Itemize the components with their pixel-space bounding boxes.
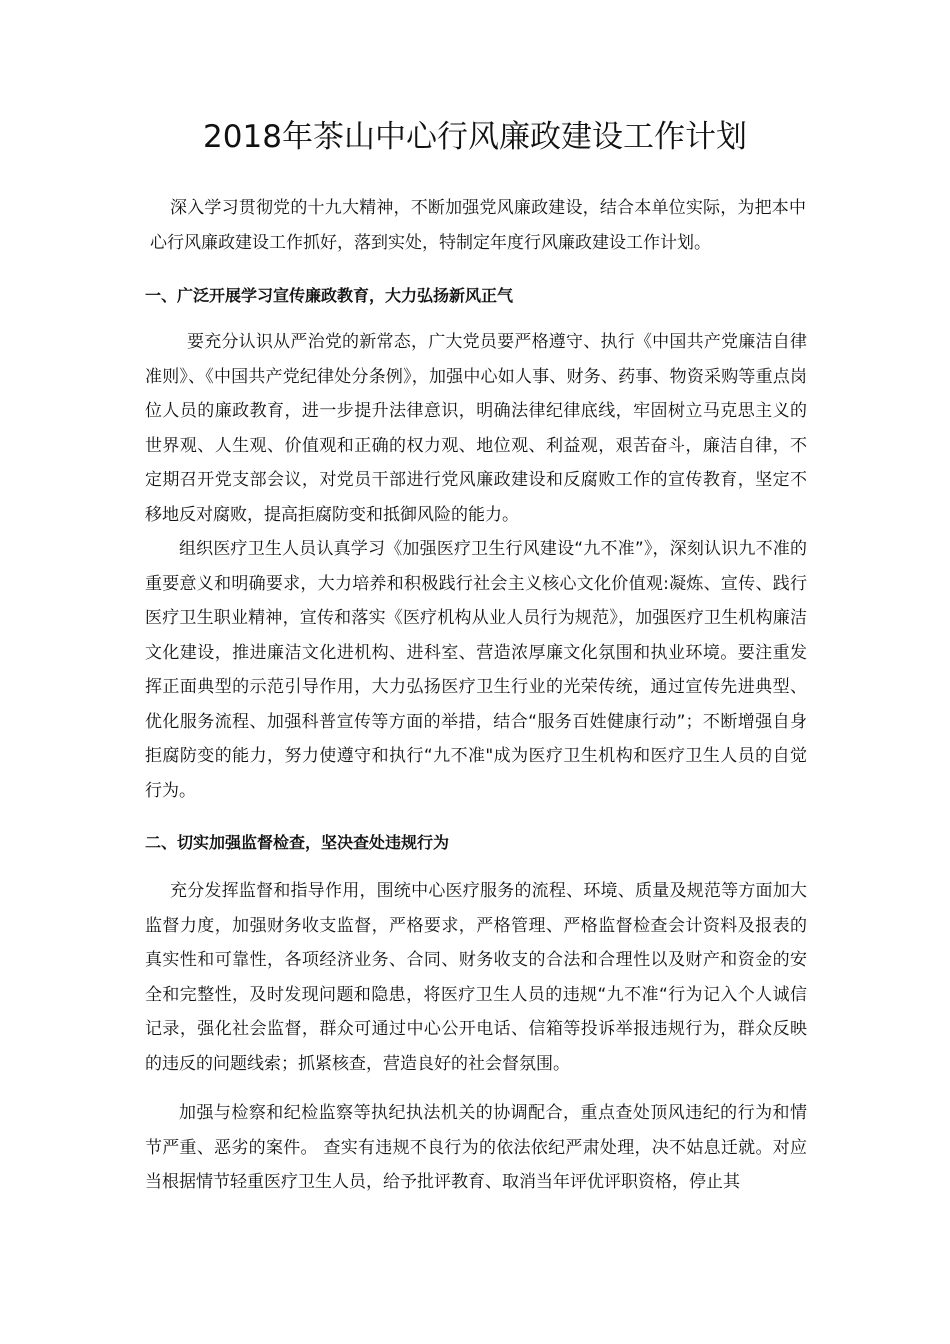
document-title: 2018年茶山中心行风廉政建设工作计划 — [203, 119, 747, 155]
section-2-heading: 二、切实加强监督检查，坚决查处违规行为 — [145, 833, 450, 852]
section-2-paragraph-1: 充分发挥监督和指导作用，围统中心医疗服务的流程、环境、质量及规范等方面加大监督力度，加强财务收支监督，严格要求，严格管理、严格监督检查会计资料及报表的真实性和可靠性，各项经济业务、合同、财务收支的合法和合理性以及财产和资金的安全和完整性，及时发现问题和隐患，将医疗卫生人员的违规“九不准“行为记入个人诚信记录，强化社会监督，群众可通过中心公开电话、信箱等投诉举报违规行为，群众反映的违反的问题线索；抓紧核查，营造良好的社会督氛围。 — [145, 881, 807, 1074]
section-1-paragraph-2: 组织医疗卫生人员认真学习《加强医疗卫生行风建设“九不准”》，深刻认识九不准的重要意义和明确要求，大力培养和积极践行社会主义核心文化价值观:凝炼、宣传、践行医疗卫生职业精神，宣传和落实《医疗机构从业人员行为规范》，加强医疗卫生机构廉洁文化建设，推进廉洁文化进机构、进科室、营造浓厚廉文化氛围和执业环境。要注重发挥正面典型的示范引导作用，大力弘扬医疗卫生行业的光荣传统，通过宣传先进典型、优化服务流程、加强科普宣传等方面的举措，结合“服务百姓健康行动”；不断增强自身拒腐防变的能力，努力使遵守和执行“九不准"成为医疗卫生机构和医疗卫生人员的自觉行为。 — [145, 539, 807, 801]
section-1-paragraph-1: 要充分认识从严治党的新常态，广大党员要严格遵守、执行《中国共产党廉洁自律准则》、《中国共产党纪律处分条例》，加强中心如人事、财务、药事、物资采购等重点岗位人员的廉政教育，进一步提升法律意识，明确法律纪律底线，牢固树立马克思主义的世界观、人生观、价值观和正确的权力观、地位观、利益观，艰苦奋斗，廉洁自律，不定期召开党支部会议，对党员干部进行党风廉政建设和反腐败工作的宣传教育，坚定不移地反对腐败，提高拒腐防变和抵御风险的能力。 — [145, 332, 807, 525]
section-1-heading: 一、广泛开展学习宣传廉政教育，大力弘扬新风正气 — [145, 286, 514, 305]
intro-paragraph: 深入学习贯彻党的十九大精神，不断加强党风廉政建设，结合本单位实际，为把本中心行风廉政建设工作抓好，落到实处，特制定年度行风廉政建设工作计划。 — [150, 198, 806, 253]
section-2-paragraph-2: 加强与检察和纪检监察等执纪执法机关的协调配合，重点查处顶风违纪的行为和情节严重、恶劣的案件。 查实有违规不良行为的依法依纪严肃处理，决不姑息迁就。对应当根据情节轻重医疗卫生人员，给予批评教育、取消当年评优评职资格，停止其 — [145, 1103, 807, 1192]
